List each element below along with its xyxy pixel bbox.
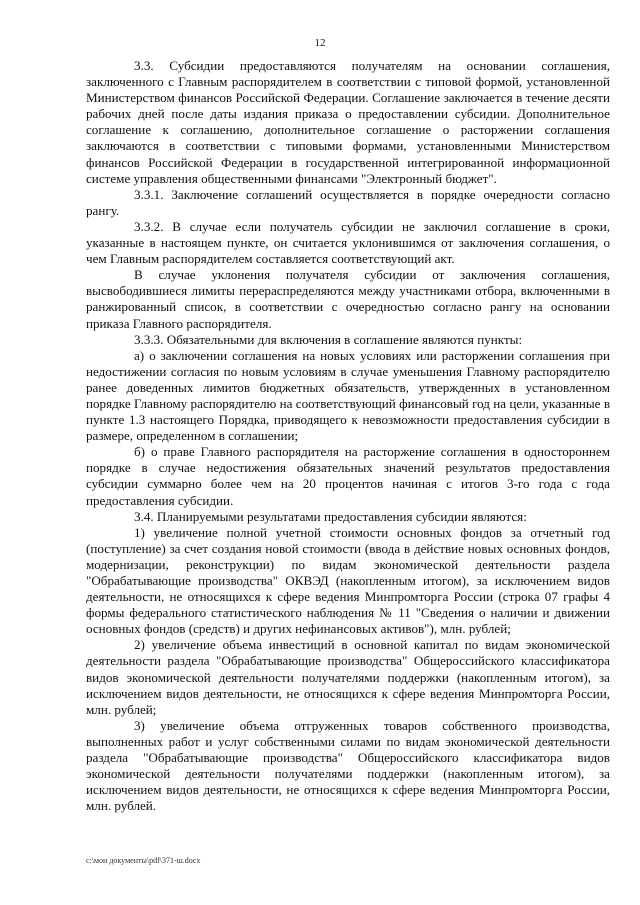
- paragraph-3-3-3: 3.3.3. Обязательными для включения в соглашение являются пункты:: [134, 331, 523, 347]
- paragraph-item-a: а) о заключении соглашения на новых условиях или расторжении соглашения при недостижении согласия по новым условиям в случае уменьшения Главному распорядителю ранее доведенных лимитов бюджетных обязательств, утвержденных в установленном порядке Главному распорядителю на соответствующий финансовый год на цели, указанные в пункте 1.3 настоящего Порядка, приводящего к невозможности предоставления субсидии в размере, определенном в соглашении;: [86, 347, 610, 444]
- paragraph-result-3: 3) увеличение объема отгруженных товаров собственного производства, выполненных работ и услуг собственными силами по видам экономической деятельности раздела "Обрабатывающие производства" Общероссийского классификатора видов экономической деятельности получателями поддержки (накопленным итогом), за исключением видов деятельности, не относящихся к сфере ведения Минпромторга России, млн. рублей.: [86, 717, 610, 814]
- paragraph-3-3-2: 3.3.2. В случае если получатель субсидии не заключил соглашение в сроки, указанные в настоящем пункте, он считается уклонившимся от заключения соглашения, о чем Главным распорядителем составляется соответствующий акт.: [86, 218, 610, 267]
- paragraph-3-3: 3.3. Субсидии предоставляются получателям на основании соглашения, заключенного с Главным распорядителем в соответствии с типовой формой, установленной Министерством финансов Российской Федерации. Соглашение заключается в течение десяти рабочих дней после даты издания приказа о предоставлении субсидии. Дополнительное соглашение к соглашению, дополнительное соглашение о расторжении соглашения заключаются в соответствии с типовыми формами, установленными Министерством финансов Российской Федерации в государственной интегрированной информационной системе управления общественными финансами "Электронный бюджет".: [86, 58, 610, 186]
- footer-file-path: c:\мои документы\pdf\371-ш.docx: [86, 856, 201, 865]
- page-number: 12: [314, 37, 326, 49]
- paragraph-3-4: 3.4. Планируемыми результатами предоставления субсидии являются:: [134, 508, 527, 524]
- paragraph-item-b: б) о праве Главного распорядителя на расторжение соглашения в одностороннем порядке в случае недостижения обязательных значений результатов предоставления субсидии суммарно более чем на 20 процентов начиная с итогов 3-го года с года предоставления субсидии.: [86, 444, 610, 508]
- document-body: [86, 58, 610, 814]
- paragraph-evasion: В случае уклонения получателя субсидии от заключения соглашения, высвободившиеся лимиты перераспределяются между участниками отбора, включенными в ранжированный список, в соответствии с очередностью согласно рангу на основании приказа Главного распорядителя.: [86, 267, 610, 331]
- paragraph-3-3-1: 3.3.1. Заключение соглашений осуществляется в порядке очередности согласно рангу.: [86, 186, 610, 218]
- paragraph-result-2: 2) увеличение объема инвестиций в основной капитал по видам экономической деятельности раздела "Обрабатывающие производства" Общероссийского классификатора видов экономической деятельности получателями поддержки (накопленным итогом), за исключением видов деятельности, не относящихся к сфере ведения Минпромторга России, млн. рублей;: [86, 637, 610, 717]
- paragraph-result-1: 1) увеличение полной учетной стоимости основных фондов за отчетный год (поступление) за счет создания новой стоимости (ввода в действие новых основных фондов, модернизации, реконструкции) по видам экономической деятельности раздела "Обрабатывающие производства" ОКВЭД (накопленным итогом), за исключением видов деятельности, не относящихся к сфере ведения Минпромторга России (строка 07 графы 4 формы федерального статистического наблюдения № 11 "Сведения о наличии и движении основных фондов (средств) и других нефинансовых активов"), млн. рублей;: [86, 524, 610, 637]
